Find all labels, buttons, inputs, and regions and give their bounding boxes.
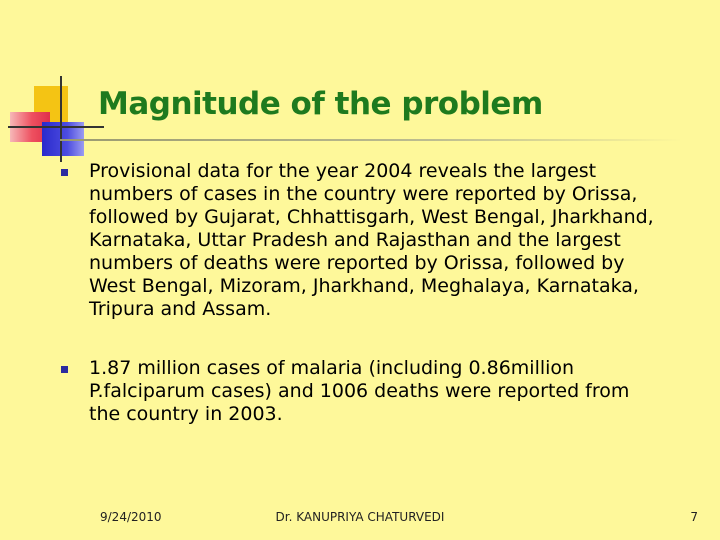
logo-vertical-line [60, 76, 62, 162]
slide-title: Magnitude of the problem [98, 86, 543, 122]
title-divider [60, 139, 682, 141]
bullet-text: Provisional data for the year 2004 reveals the largest numbers of cases in the country were reported by Orissa, followed by Gujarat, Chhattisgarh, West Bengal, Jharkhand, Karnataka, Uttar Pradesh and Rajasthan and the largest numbers of deaths were reported by Orissa, followed by West Bengal, Mizoram, Jharkhand, Meghalaya, Karnataka, Tripura and Assam. [89, 160, 654, 320]
bullet-square-icon [61, 169, 68, 176]
bullet-item [60, 357, 660, 426]
bullet-list [60, 160, 660, 426]
logo-horizontal-line [8, 126, 104, 128]
bullet-text: 1.87 million cases of malaria (including 0.86million P.falciparum cases) and 1006 deaths were reported from the country in 2003. [89, 357, 630, 425]
bullet-item [60, 160, 660, 321]
decorative-logo [8, 76, 104, 168]
footer-page-number: 7 [690, 510, 698, 524]
footer-date: 9/24/2010 [100, 510, 162, 524]
footer-author: Dr. KANUPRIYA CHATURVEDI [275, 510, 445, 524]
bullet-square-icon [61, 366, 68, 373]
